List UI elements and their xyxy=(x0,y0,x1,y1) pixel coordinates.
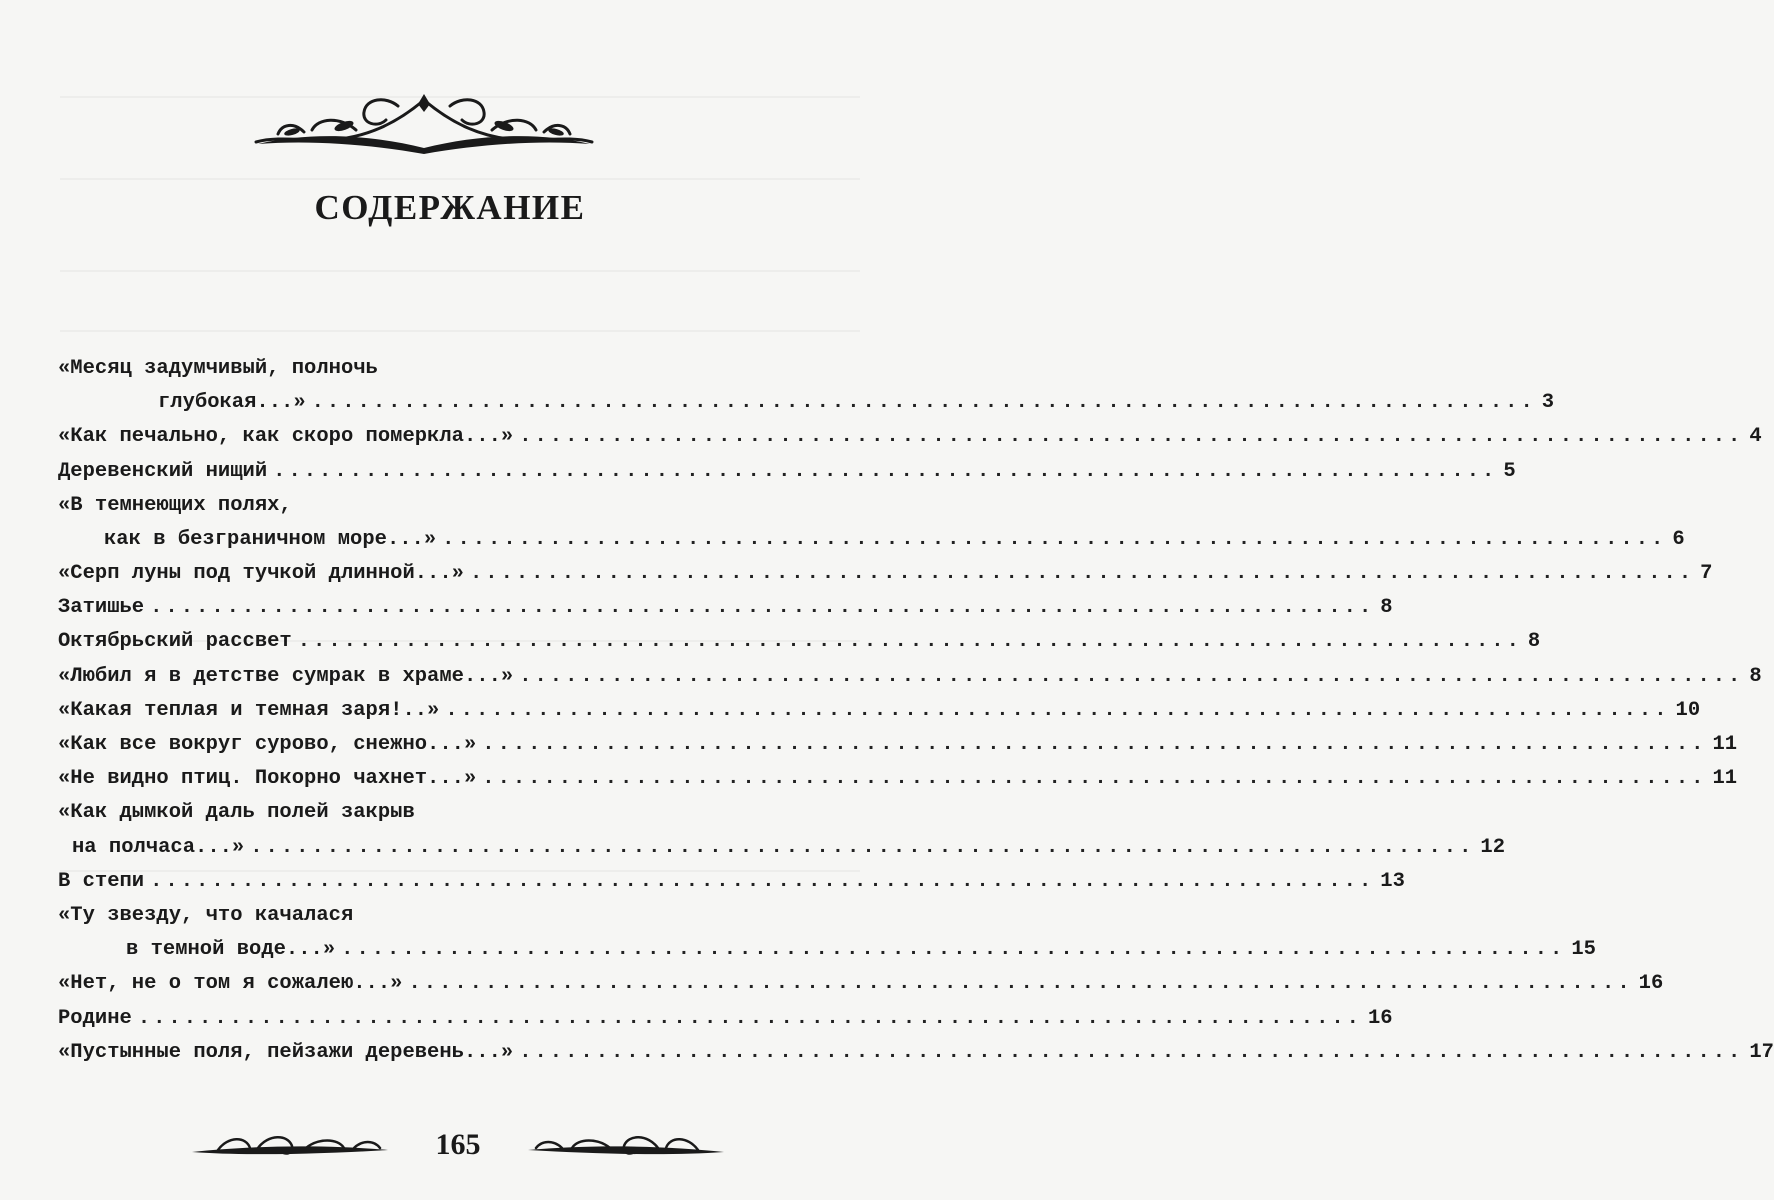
toc-entry-title: «В темнеющих полях, xyxy=(58,493,292,517)
page-number: 165 xyxy=(435,1128,481,1161)
toc-entry-title: Октябрьский рассвет xyxy=(58,630,292,654)
toc-entry-title: «Ту звезду, что качалася xyxy=(58,903,354,927)
toc-entry[interactable] xyxy=(58,865,1405,899)
page-footer xyxy=(188,1126,728,1170)
toc-entry[interactable] xyxy=(58,352,1555,420)
toc-entry[interactable] xyxy=(58,762,1738,796)
toc-entry[interactable] xyxy=(58,694,1701,728)
toc-entry[interactable] xyxy=(58,557,1713,591)
toc-entry-title-cont: глубокая...» xyxy=(158,391,306,415)
table-of-contents xyxy=(58,352,1774,1070)
toc-entry[interactable] xyxy=(58,728,1738,762)
leader-dots: ................................................................................ xyxy=(469,562,1695,586)
toc-entry-title: Затишье xyxy=(58,596,145,620)
toc-entry[interactable] xyxy=(58,591,1393,625)
toc-entry-title-cont: в темной воде...» xyxy=(126,938,336,962)
toc-page-number: 4 xyxy=(1749,425,1762,449)
leader-dots: ................................................................................ xyxy=(311,391,1536,415)
leader-dots: ................................................................................ xyxy=(273,459,1498,483)
toc-entry[interactable] xyxy=(58,796,1506,864)
toc-entry-title: «Любил я в детстве сумрак в храме...» xyxy=(58,664,514,688)
toc-entry[interactable] xyxy=(58,420,1762,454)
toc-page-number: 10 xyxy=(1675,698,1701,722)
toc-entry[interactable] xyxy=(58,1002,1393,1036)
toc-entry-title: В степи xyxy=(58,869,145,893)
top-ornament-icon xyxy=(248,92,600,158)
toc-page-number: 3 xyxy=(1541,391,1555,415)
toc-page-number: 17 xyxy=(1749,1040,1774,1064)
toc-page-number: 8 xyxy=(1527,630,1541,654)
toc-entry-title: «Серп луны под тучкой длинной...» xyxy=(58,562,464,586)
toc-entry[interactable] xyxy=(58,489,1685,557)
leader-dots: ................................................................................ xyxy=(408,972,1633,996)
toc-entry-title: Деревенский нищий xyxy=(58,459,268,483)
toc-entry[interactable] xyxy=(58,660,1762,694)
toc-entry[interactable] xyxy=(58,1036,1774,1070)
toc-page-number: 7 xyxy=(1700,562,1713,586)
toc-entry-title: «Месяц задумчивый, полночь xyxy=(58,356,378,380)
page-title: СОДЕРЖАНИЕ xyxy=(314,188,586,227)
toc-page-number: 13 xyxy=(1380,869,1405,893)
toc-page-number: 15 xyxy=(1571,938,1596,962)
toc-entry[interactable] xyxy=(58,967,1664,1001)
leader-dots: ................................................................................ xyxy=(445,698,1670,722)
leader-dots: ................................................................................ xyxy=(482,767,1707,791)
toc-page-number: 8 xyxy=(1380,596,1393,620)
toc-page-number: 5 xyxy=(1503,459,1516,483)
toc-page-number: 11 xyxy=(1712,767,1738,791)
toc-entry-title: «Не видно птиц. Покорно чахнет...» xyxy=(58,767,477,791)
leader-dots: ................................................................................ xyxy=(442,527,1667,551)
toc-page-number: 16 xyxy=(1367,1006,1393,1030)
leader-dots: ................................................................................ xyxy=(250,835,1475,859)
toc-entry-title: «Нет, не о том я сожалею...» xyxy=(58,972,403,996)
toc-entry[interactable] xyxy=(58,626,1541,660)
toc-entry-title: «Какая теплая и темная заря!..» xyxy=(58,698,440,722)
toc-page-number: 8 xyxy=(1749,664,1762,688)
leader-dots: ................................................................................ xyxy=(150,869,1375,893)
leader-dots: ................................................................................ xyxy=(482,733,1707,757)
leader-dots: ................................................................................ xyxy=(150,596,1375,620)
toc-entry-title: «Как все вокруг сурово, снежно...» xyxy=(58,733,477,757)
leader-dots: ................................................................................ xyxy=(519,425,1744,449)
leader-dots: ................................................................................ xyxy=(341,938,1566,962)
toc-entry-title: «Как печально, как скоро померкла...» xyxy=(58,425,514,449)
toc-page-number: 16 xyxy=(1638,972,1664,996)
leader-dots: ................................................................................ xyxy=(519,1040,1744,1064)
toc-entry-title: Родине xyxy=(58,1006,132,1030)
toc-page-number: 11 xyxy=(1712,733,1738,757)
toc-page-number: 12 xyxy=(1480,835,1506,859)
toc-entry-title: «Как дымкой даль полей закрыв xyxy=(58,801,415,825)
toc-entry[interactable] xyxy=(58,899,1596,967)
leader-dots: ................................................................................ xyxy=(519,664,1744,688)
leader-dots: ................................................................................ xyxy=(137,1006,1362,1030)
toc-entry[interactable] xyxy=(58,455,1516,489)
toc-entry-title: «Пустынные поля, пейзажи деревень...» xyxy=(58,1040,514,1064)
leader-dots: ................................................................................ xyxy=(297,630,1522,654)
toc-entry-title-cont: на полчаса...» xyxy=(72,835,245,859)
toc-page-number: 6 xyxy=(1672,527,1685,551)
toc-entry-title-cont: как в безграничном море...» xyxy=(104,527,437,551)
